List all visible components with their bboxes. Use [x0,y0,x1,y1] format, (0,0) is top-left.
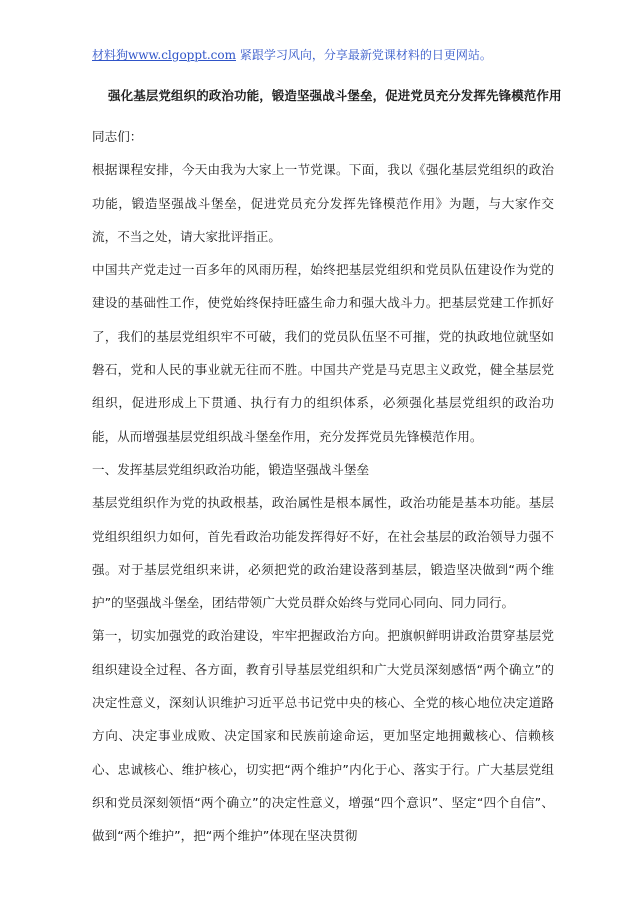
site-header [92,46,492,63]
site-link[interactable]: 材料狗www.clgoppt.com [92,48,236,62]
document-title: 强化基层党组织的政治功能，锻造坚强战斗堡垒，促进党员充分发挥先锋模范作用 [108,88,562,103]
paragraph: 中国共产党走过一百多年的风雨历程，始终把基层党组织和党员队伍建设作为党的建设的基础性工作，使党始终保持旺盛生命力和强大战斗力。把基层党建工作抓好了，我们的基层党组织牢不可破，我们的党员队伍坚不可摧，党的执政地位就坚如磐石，党和人民的事业就无往而不胜。中国共产党是马克思主义政党，健全基层党组织，促进形成上下贯通、执行有力的组织体系，必须强化基层党组织的政治功能，从而增强基层党组织战斗堡垒作用，充分发挥党员先锋模范作用。 [92,262,554,444]
paragraph: 根据课程安排，今天由我为大家上一节党课。下面，我以《强化基层党组织的政治功能，锻造坚强战斗堡垒，促进党员充分发挥先锋模范作用》为题，与大家作交流，不当之处，请大家批评指正。 [92,162,554,244]
document-body [92,120,554,853]
paragraph: 第一，切实加强党的政治建设，牢牢把握政治方向。把旗帜鲜明讲政治贯穿基层党组织建设全过程、各方面，教育引导基层党组织和广大党员深刻感悟“两个确立”的决定性意义，深刻认识维护习近平总书记党中央的核心、全党的核心地位决定道路方向、决定事业成败、决定国家和民族前途命运，更加坚定地拥戴核心、信赖核心、忠诚核心、维护核心，切实把“两个维护”内化于心、落实于行。广大基层党组织和党员深刻领悟“两个确立”的决定性意义，增强“四个意识”、坚定“四个自信”、做到“两个维护”，把“两个维护”体现在坚决贯彻 [92,628,554,844]
site-tagline: 紧跟学习风向，分享最新党课材料的日更网站。 [239,48,492,62]
section-heading: 一、发挥基层党组织政治功能，锻造坚强战斗堡垒 [92,461,370,477]
salutation: 同志们： [92,129,143,144]
paragraph: 基层党组织作为党的执政根基，政治属性是根本属性，政治功能是基本功能。基层党组织组织力如何，首先看政治功能发挥得好不好，在社会基层的政治领导力强不强。对于基层党组织来讲，必须把党的政治建设落到基层，锻造坚决做到“两个维护”的坚强战斗堡垒，团结带领广大党员群众始终与党同心同向、同力同行。 [92,495,554,611]
